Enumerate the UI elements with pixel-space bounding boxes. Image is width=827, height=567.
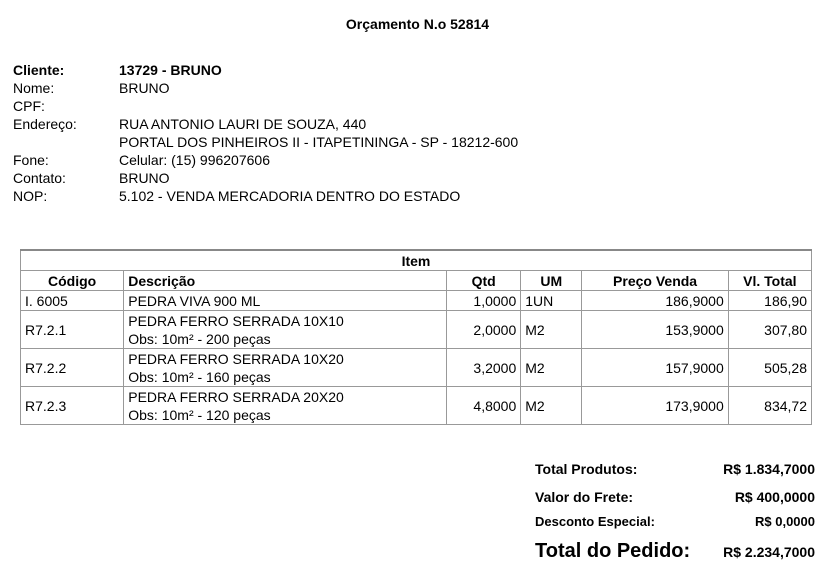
table-row bbox=[21, 311, 812, 349]
nop-value: 5.102 - VENDA MERCADORIA DENTRO DO ESTADO bbox=[119, 188, 461, 204]
nop-label: NOP: bbox=[13, 188, 48, 204]
item-qty: 3,2000 bbox=[447, 349, 521, 387]
item-price: 173,9000 bbox=[582, 387, 728, 425]
client-label: Cliente: bbox=[13, 62, 65, 78]
contact-value: BRUNO bbox=[119, 170, 170, 186]
freight-row bbox=[535, 484, 815, 510]
name-row bbox=[13, 79, 518, 97]
client-row bbox=[13, 61, 518, 79]
item-description-cell bbox=[124, 311, 447, 349]
table-row bbox=[21, 387, 812, 425]
address-spacer bbox=[13, 133, 119, 151]
item-um: M2 bbox=[521, 311, 582, 349]
item-qty: 2,0000 bbox=[447, 311, 521, 349]
total-products-label: Total Produtos: bbox=[535, 461, 638, 477]
client-value: 13729 - BRUNO bbox=[119, 62, 222, 78]
client-info bbox=[13, 61, 518, 205]
item-total: 834,72 bbox=[728, 387, 811, 425]
contact-label: Contato: bbox=[13, 170, 66, 186]
item-qty: 4,8000 bbox=[447, 387, 521, 425]
name-label: Nome: bbox=[13, 80, 55, 96]
column-header-description: Descrição bbox=[124, 271, 447, 291]
item-total: 505,28 bbox=[728, 349, 811, 387]
table-group-header: Item bbox=[21, 250, 812, 271]
item-code: R7.2.2 bbox=[21, 349, 124, 387]
item-code: R7.2.1 bbox=[21, 311, 124, 349]
item-description: PEDRA VIVA 900 ML bbox=[124, 291, 447, 311]
table-header-row bbox=[21, 271, 812, 291]
item-um: M2 bbox=[521, 387, 582, 425]
item-obs: Obs: 10m² - 120 peças bbox=[128, 406, 271, 423]
item-code: R7.2.3 bbox=[21, 387, 124, 425]
address-label: Endereço: bbox=[13, 116, 77, 132]
total-products-value: R$ 1.834,7000 bbox=[723, 461, 815, 477]
contact-row bbox=[13, 169, 518, 187]
item-price: 153,9000 bbox=[582, 311, 728, 349]
nop-row bbox=[13, 187, 518, 205]
page-title: Orçamento N.o 52814 bbox=[345, 16, 490, 32]
column-header-um: UM bbox=[521, 271, 582, 291]
address-row bbox=[13, 115, 518, 133]
discount-value: R$ 0,0000 bbox=[755, 514, 815, 529]
address-line-2: PORTAL DOS PINHEIROS II - ITAPETININGA - SP - 18212-600 bbox=[119, 134, 519, 150]
item-obs: Obs: 10m² - 160 peças bbox=[128, 368, 271, 385]
total-products-row bbox=[535, 458, 815, 480]
item-description: PEDRA FERRO SERRADA 10X10 bbox=[128, 312, 344, 329]
table-row bbox=[21, 349, 812, 387]
order-total-label: Total do Pedido: bbox=[535, 540, 691, 562]
phone-value: Celular: (15) 996207606 bbox=[119, 152, 270, 168]
phone-row bbox=[13, 151, 518, 169]
item-description: PEDRA FERRO SERRADA 20X20 bbox=[128, 388, 344, 405]
column-header-price: Preço Venda bbox=[582, 271, 728, 291]
item-code: I. 6005 bbox=[21, 291, 124, 311]
items-table bbox=[20, 249, 812, 425]
table-row bbox=[21, 291, 812, 311]
item-obs: Obs: 10m² - 200 peças bbox=[128, 330, 271, 347]
item-price: 157,9000 bbox=[582, 349, 728, 387]
cpf-label: CPF: bbox=[13, 98, 45, 114]
cpf-row bbox=[13, 97, 518, 115]
item-total: 186,90 bbox=[728, 291, 811, 311]
order-total-value: R$ 2.234,7000 bbox=[723, 544, 815, 560]
column-header-qty: Qtd bbox=[447, 271, 521, 291]
freight-value: R$ 400,0000 bbox=[734, 489, 815, 505]
freight-label: Valor do Frete: bbox=[535, 489, 634, 505]
address-line-1: RUA ANTONIO LAURI DE SOUZA, 440 bbox=[119, 116, 367, 132]
item-total: 307,80 bbox=[728, 311, 811, 349]
phone-label: Fone: bbox=[13, 152, 49, 168]
item-description: PEDRA FERRO SERRADA 10X20 bbox=[128, 350, 344, 367]
item-um: M2 bbox=[521, 349, 582, 387]
column-header-code: Código bbox=[21, 271, 124, 291]
discount-row bbox=[535, 510, 815, 534]
item-description-cell bbox=[124, 349, 447, 387]
discount-label: Desconto Especial: bbox=[535, 514, 655, 529]
column-header-total: Vl. Total bbox=[728, 271, 811, 291]
item-um: 1UN bbox=[521, 291, 582, 311]
table-group-header-row bbox=[21, 250, 812, 271]
item-qty: 1,0000 bbox=[447, 291, 521, 311]
item-price: 186,9000 bbox=[582, 291, 728, 311]
name-value: BRUNO bbox=[119, 80, 170, 96]
order-total-row bbox=[535, 536, 815, 566]
address-row-2 bbox=[13, 133, 518, 151]
totals-block bbox=[535, 458, 815, 566]
item-description-cell bbox=[124, 387, 447, 425]
